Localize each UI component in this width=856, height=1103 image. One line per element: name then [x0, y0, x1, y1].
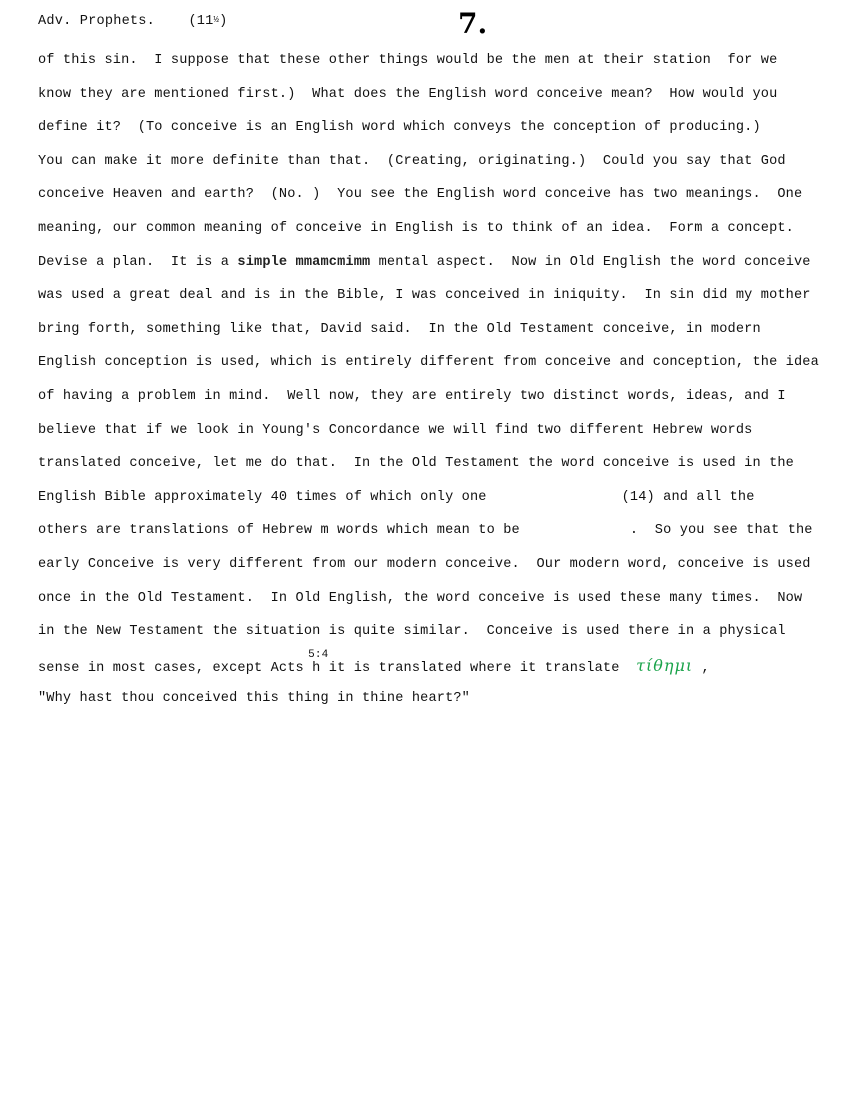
text-line-16: early Conceive is very different from our modern conceive. Our modern word, conceive is used	[38, 556, 811, 572]
section-close: )	[219, 14, 228, 29]
page-number: 7.	[458, 7, 488, 40]
greek-handwritten-word: τίθημι	[636, 655, 694, 675]
line7-before: Devise a plan. It is a	[38, 254, 238, 270]
verse-reference-mark: h	[312, 660, 321, 676]
text-line-18: in the New Testament the situation is quite similar. Conceive is used there in a physical	[38, 624, 786, 640]
text-line-7	[38, 253, 838, 287]
line7-after: mental aspect. Now in Old English the word conceive	[370, 254, 811, 270]
body-text	[38, 51, 838, 723]
text-line-6: meaning, our common meaning of conceive in English is to think of an idea. Form a concept.	[38, 220, 794, 236]
line19-middle: it is translated where it translate	[320, 660, 637, 676]
text-line-4: You can make it more definite than that. (Creating, originating.) Could you say that God	[38, 153, 786, 169]
header-title: Adv. Prophets.	[38, 14, 156, 29]
line15-before: others are translations of Hebrew m words which mean to be	[38, 523, 520, 539]
text-line-11: of having a problem in mind. Well now, they are entirely two distinct words, ideas, and I	[38, 388, 786, 404]
text-line-10: English conception is used, which is entirely different from conceive and conception, the idea	[38, 355, 819, 371]
struck-text: simple mmamcmimm	[237, 254, 371, 270]
text-line-14	[38, 488, 838, 522]
text-line-13: translated conceive, let me do that. In the Old Testament the word conceive is used in the	[38, 456, 794, 472]
text-line-2: know they are mentioned first.) What does the English word conceive mean? How would you	[38, 86, 778, 102]
text-line-19	[38, 648, 838, 690]
verse-reference-number: 5:4	[308, 648, 329, 661]
line19-before: sense in most cases, except Acts	[38, 660, 313, 676]
text-line-9: bring forth, something like that, David said. In the Old Testament conceive, in modern	[38, 321, 761, 337]
text-line-15	[38, 521, 838, 555]
section-number: (11	[188, 14, 214, 29]
text-line-5: conceive Heaven and earth? (No. ) You see the English word conceive has two meanings. One	[38, 187, 803, 203]
text-line-3: define it? (To conceive is an English word which conveys the conception of producing.)	[38, 120, 761, 136]
verse-reference	[308, 648, 329, 676]
line19-after: ,	[693, 660, 710, 676]
line15-after: . So you see that the	[629, 523, 813, 539]
text-line-1: of this sin. I suppose that these other things would be the men at their station for we	[38, 53, 778, 68]
section-fraction: ½	[213, 15, 220, 25]
text-line-8: was used a great deal and is in the Bible, I was conceived in iniquity. In sin did my mother	[38, 288, 811, 304]
text-line-20: "Why hast thou conceived this thing in thine heart?"	[38, 691, 470, 707]
text-line-17: once in the Old Testament. In Old English, the word conceive is used these many times. Now	[38, 590, 803, 606]
document-header	[38, 14, 228, 29]
header-section	[188, 14, 227, 29]
line14-after: (14) and all the	[621, 489, 755, 505]
line14-before: English Bible approximately 40 times of which only one	[38, 489, 487, 505]
text-line-12: believe that if we look in Young's Concordance we will find two different Hebrew words	[38, 422, 753, 438]
